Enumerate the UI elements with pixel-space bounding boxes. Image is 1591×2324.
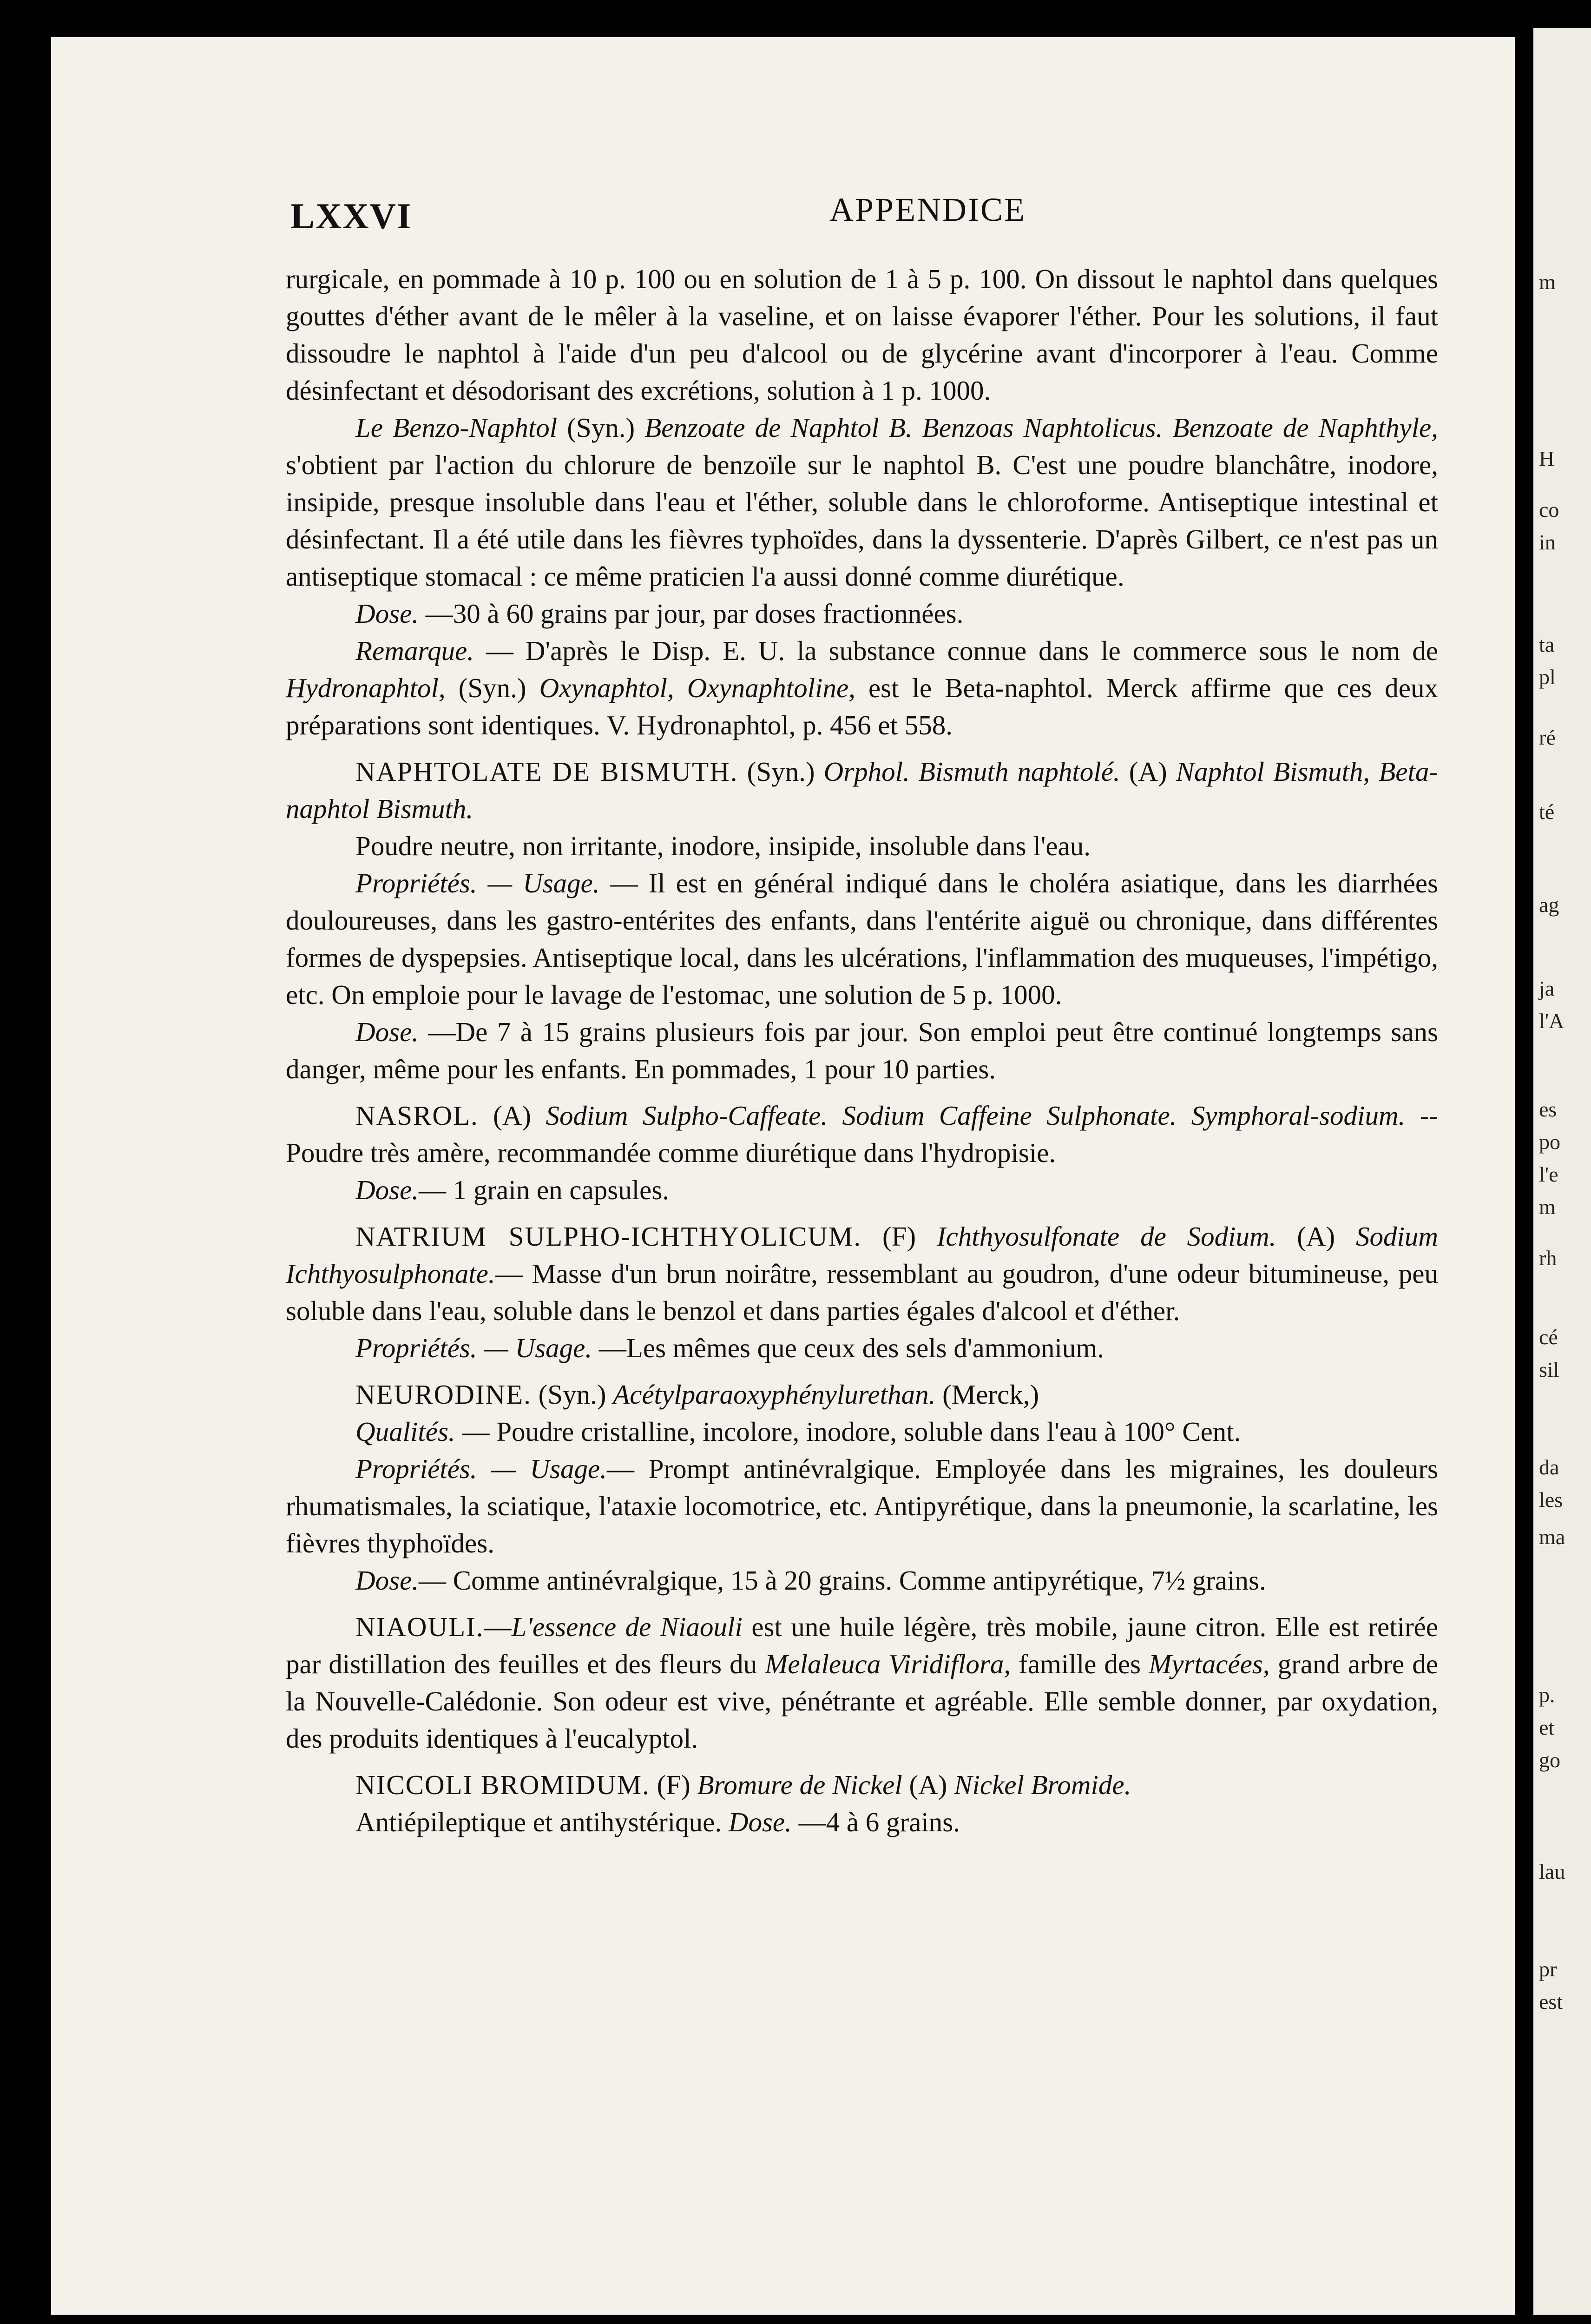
entry-text: — Masse d'un brun noirâtre, ressemblant au goudron, d'une odeur bitumineuse, peu soluble dans l'eau, soluble dans le benzol et dans parties égales d'alcool et d'éther. bbox=[286, 1258, 1438, 1326]
hydronaphtol-name: Hydronaphtol, bbox=[286, 673, 446, 703]
syn-label: (Syn.) bbox=[531, 1379, 613, 1410]
facing-page-fragment: les bbox=[1539, 1488, 1563, 1512]
dose-line bbox=[286, 1562, 1438, 1599]
a-label: (A) bbox=[902, 1769, 954, 1800]
page-header bbox=[290, 177, 1499, 236]
remarque-text: — D'après le Disp. E. U. la substance connue dans le commerce sous le nom de bbox=[474, 635, 1438, 666]
french-name: Ichthyosulfonate de Sodium. bbox=[936, 1221, 1276, 1252]
entry-niccoli-bromidum bbox=[286, 1766, 1438, 1803]
facing-page-fragment: ré bbox=[1539, 726, 1556, 749]
synonyms: Benzoate de Naphtol B. Benzoas Naphtolicus. Benzoate de Naphthyle, bbox=[644, 412, 1438, 443]
dose-line bbox=[286, 1171, 1438, 1208]
facing-page-fragment: ta bbox=[1539, 633, 1555, 656]
remarque-paragraph bbox=[286, 632, 1438, 744]
essence-name: L'essence de Niaouli bbox=[511, 1611, 743, 1642]
left-page bbox=[51, 37, 1515, 2315]
entry-text: famille des bbox=[1011, 1649, 1149, 1679]
oxynaphtol-names: Oxynaphtol, Oxynaphtoline, bbox=[539, 673, 855, 703]
a-label: (A) bbox=[478, 1100, 546, 1131]
entry-naphtolate-de-bismuth bbox=[286, 753, 1438, 827]
dose-label: Dose. bbox=[355, 1017, 419, 1047]
facing-page-fragment: rh bbox=[1539, 1246, 1557, 1270]
facing-page-fragment: p. bbox=[1539, 1683, 1555, 1707]
facing-page-fragment: sil bbox=[1539, 1358, 1559, 1381]
facing-page-fragment: m bbox=[1539, 270, 1556, 294]
qualities-paragraph bbox=[286, 1413, 1438, 1450]
entry-text: Poudre neutre, non irritante, inodore, insipide, insoluble dans l'eau. bbox=[355, 831, 1091, 861]
syn-label: (Syn.) bbox=[738, 756, 824, 787]
properties-paragraph bbox=[286, 1450, 1438, 1562]
properties-label: Propriétés. — Usage. bbox=[355, 1453, 607, 1484]
facing-page-fragment: m bbox=[1539, 1195, 1556, 1219]
facing-page-fragment: l'e bbox=[1539, 1162, 1558, 1186]
entry-text: s'obtient par l'action du chlorure de benzoïle sur le naphtol B. C'est une poudre blanchâtre, inodore, insipide, presque insoluble dans l'eau et l'éther, soluble dans le chloroforme. Antiseptique intestinal et désinfectant. Il a été utile dans les fièvres typhoïdes, dans la dyssenterie. D'après Gilbert, ce n'est pas un antiseptique stomacal : ce même praticien l'a aussi donné comme diurétique. bbox=[286, 449, 1438, 592]
english-names: Sodium Sulpho-Caffeate. Sodium Caffeine Sulphonate. Symphoral-sodium. bbox=[546, 1100, 1406, 1131]
facing-page-edge bbox=[1533, 28, 1591, 2315]
running-title: APPENDICE bbox=[829, 191, 1026, 228]
entry-text: grand arbre de la Nouvelle-Calédonie. Son odeur est vive, pénétrante et agréable. Elle semble donner, par oxydation, des produits identiques à l'eucalyptol. bbox=[286, 1649, 1438, 1754]
facing-page-fragment: té bbox=[1539, 800, 1555, 824]
myrtacees-name: Myrtacées, bbox=[1149, 1649, 1270, 1679]
entry-text: -- Poudre très amère, recommandée comme diurétique dans l'hydropisie. bbox=[286, 1100, 1439, 1168]
entry-text: Antiépileptique et antihystérique. bbox=[355, 1807, 729, 1837]
dose-label: Dose. bbox=[355, 598, 419, 629]
synonyms: Orphol. Bismuth naphtolé. bbox=[823, 756, 1120, 787]
french-name: Bromure de Nickel bbox=[697, 1769, 902, 1800]
entry-niaouli bbox=[286, 1608, 1438, 1757]
entry-neurodine bbox=[286, 1376, 1438, 1413]
properties-label: Propriétés. — Usage. bbox=[355, 868, 600, 898]
facing-page-fragment: ja bbox=[1539, 977, 1555, 1000]
qualities-label: Qualités. bbox=[355, 1416, 455, 1447]
properties-text: — Prompt antinévralgique. Employée dans les migraines, les douleurs rhumatismales, la sciatique, l'ataxie locomotrice, etc. Antipyrétique, dans la pneumonie, la scarlatine, les fièvres thyphoïdes. bbox=[286, 1453, 1439, 1558]
facing-page-fragment: ma bbox=[1539, 1525, 1565, 1549]
facing-page-fragment: ag bbox=[1539, 893, 1559, 917]
dash: — bbox=[484, 1611, 512, 1642]
entry-natrium bbox=[286, 1218, 1438, 1329]
facing-page-fragment: lau bbox=[1539, 1860, 1565, 1883]
properties-paragraph bbox=[286, 865, 1438, 1013]
remarque-text: est le Beta-naphtol. Merck affirme que ces deux préparations sont identiques. V. Hydronaphtol, p. 456 et 558. bbox=[286, 673, 1438, 740]
melaleuca-name: Melaleuca Viridiflora, bbox=[765, 1649, 1011, 1679]
page-number: LXXVI bbox=[290, 196, 412, 236]
dose-text: —4 à 6 grains. bbox=[791, 1807, 960, 1837]
niccoli-uses bbox=[286, 1803, 1438, 1841]
properties-text: — Il est en général indiqué dans le choléra asiatique, dans les diarrhées douloureuses, dans les gastro-entérites des enfants, dans l'entérite aiguë ou chronique, dans différentes formes de dyspepsies. Antiseptique local, dans les ulcérations, l'inflammation des muqueuses, l'impétigo, etc. On emploie pour le lavage de l'estomac, une solution de 5 p. 1000. bbox=[286, 868, 1438, 1010]
english-name: Sodium Ichthyosulphonate. bbox=[286, 1221, 1439, 1289]
entry-title: NEURODINE. bbox=[355, 1379, 532, 1410]
page-body bbox=[286, 260, 1438, 1841]
facing-page-fragment: go bbox=[1539, 1748, 1560, 1772]
properties-paragraph bbox=[286, 1329, 1438, 1367]
english-name: Nickel Bromide. bbox=[954, 1769, 1131, 1800]
entry-text: est une huile légère, très mobile, jaune citron. Elle est retirée par distillation des feuilles et des fleurs du bbox=[286, 1611, 1438, 1679]
dose-text: —30 à 60 grains par jour, par doses fractionnées. bbox=[419, 598, 964, 629]
facing-page-fragment: cé bbox=[1539, 1325, 1558, 1349]
dose-text: — 1 grain en capsules. bbox=[419, 1175, 670, 1205]
facing-page-fragment: co bbox=[1539, 498, 1559, 522]
entry-title: Le Benzo-Naphtol bbox=[355, 412, 558, 443]
a-label: (A) bbox=[1276, 1221, 1356, 1252]
a-label: (A) bbox=[1120, 756, 1176, 787]
syn-label: (Syn.) bbox=[445, 673, 539, 703]
entry-title: NAPHTOLATE DE BISMUTH. bbox=[355, 756, 738, 787]
facing-page-fragment: est bbox=[1539, 1990, 1563, 2014]
facing-page-fragment: et bbox=[1539, 1716, 1555, 1739]
facing-page-fragment: po bbox=[1539, 1130, 1560, 1154]
facing-page-fragment: pr bbox=[1539, 1957, 1557, 1981]
dose-text: —De 7 à 15 grains plusieurs fois par jour. Son emploi peut être continué longtemps sans danger, même pour les enfants. En pommades, 1 pour 10 parties. bbox=[286, 1017, 1438, 1084]
dose-label: Dose. bbox=[355, 1565, 419, 1596]
properties-label: Propriétés. — Usage. bbox=[355, 1333, 592, 1363]
facing-page-fragment: in bbox=[1539, 530, 1556, 554]
dose-text: — Comme antinévralgique, 15 à 20 grains. Comme antipyrétique, 7½ grains. bbox=[419, 1565, 1266, 1596]
entry-benzo-naphtol bbox=[286, 409, 1438, 595]
properties-text: —Les mêmes que ceux des sels d'ammonium. bbox=[592, 1333, 1104, 1363]
facing-page-fragment: pl bbox=[1539, 665, 1556, 689]
dose-label: Dose. bbox=[728, 1807, 792, 1837]
f-label: (F) bbox=[861, 1221, 937, 1252]
syn-label: (Syn.) bbox=[557, 412, 645, 443]
f-label: (F) bbox=[650, 1769, 697, 1800]
synonym: Acétylparaoxyphénylurethan. bbox=[613, 1379, 936, 1410]
dose-line bbox=[286, 595, 1438, 632]
qualities-text: — Poudre cristalline, incolore, inodore, soluble dans l'eau à 100° Cent. bbox=[455, 1416, 1241, 1447]
merck-note: (Merck,) bbox=[935, 1379, 1039, 1410]
continued-paragraph: rurgicale, en pommade à 10 p. 100 ou en solution de 1 à 5 p. 100. On dissout le naphtol dans quelques gouttes d'éther avant de le mêler à la vaseline, et on laisse évaporer l'éther. Pour les solutions, il faut dissoudre le naphtol à l'aide d'un peu d'alcool ou de glycérine avant d'incorporer à l'eau. Comme désinfectant et désodorisant des excrétions, solution à 1 p. 1000. bbox=[286, 264, 1438, 406]
facing-page-fragment: l'A bbox=[1539, 1009, 1565, 1033]
english-names: Naphtol Bismuth, Beta-naphtol Bismuth. bbox=[286, 756, 1438, 824]
dose-line bbox=[286, 1013, 1438, 1088]
facing-page-fragment: da bbox=[1539, 1455, 1559, 1479]
dose-label: Dose. bbox=[355, 1175, 419, 1205]
facing-page-fragment: es bbox=[1539, 1097, 1557, 1121]
entry-title: NICCOLI BROMIDUM. bbox=[355, 1769, 650, 1800]
entry-title: NATRIUM SULPHO-ICHTHYOLICUM. bbox=[355, 1221, 862, 1252]
facing-page-fragment: H bbox=[1539, 447, 1555, 470]
entry-title: NASROL. bbox=[355, 1100, 479, 1131]
entry-nasrol bbox=[286, 1097, 1438, 1171]
remarque-label: Remarque. bbox=[355, 635, 474, 666]
entry-title: NIAOULI. bbox=[355, 1611, 484, 1642]
